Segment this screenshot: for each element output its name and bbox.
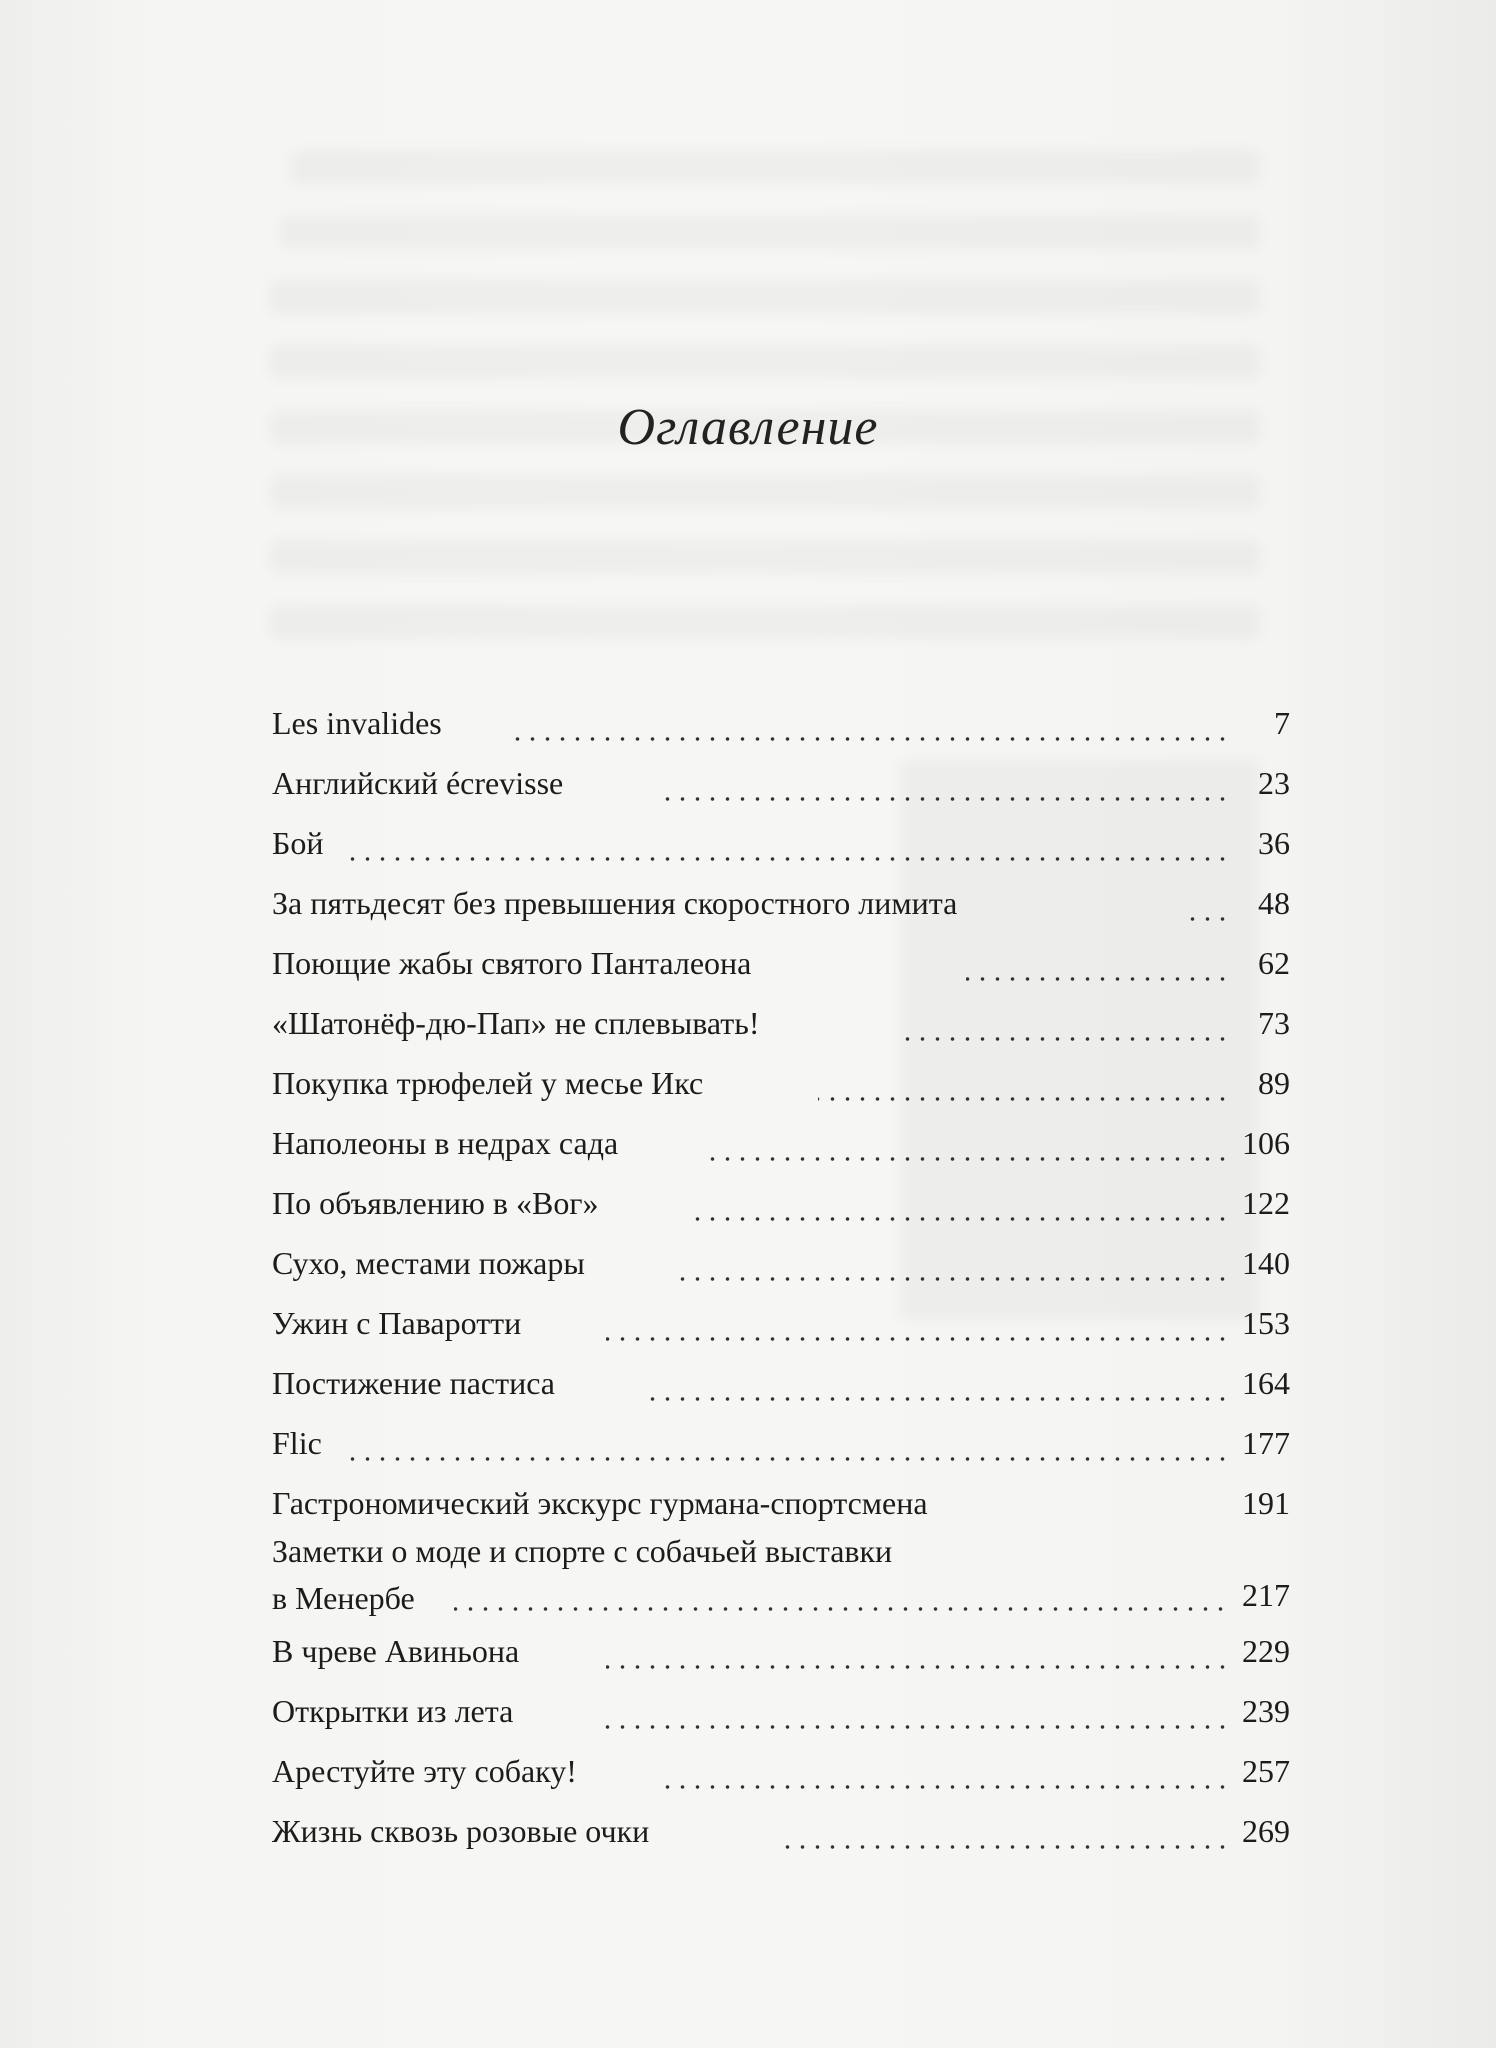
dot-leader <box>454 1607 1228 1611</box>
toc-entry[interactable] <box>272 993 1290 1053</box>
dot-leader <box>670 1277 1230 1281</box>
dot-leader <box>778 1845 1230 1849</box>
toc-entry-page: 164 <box>1242 1365 1290 1401</box>
toc-entry-title: Жизнь сквозь розовые очки <box>272 1813 650 1849</box>
toc-entry[interactable] <box>272 753 1290 813</box>
toc-entry[interactable] <box>272 1621 1290 1681</box>
toc-entry-page: 7 <box>1274 705 1290 741</box>
toc-entry-page: 177 <box>1242 1425 1290 1461</box>
toc-entry-page: 36 <box>1258 825 1290 861</box>
table-of-contents <box>272 693 1290 1861</box>
toc-entry[interactable] <box>272 1741 1290 1801</box>
toc-entry[interactable] <box>272 1353 1290 1413</box>
toc-entry-title: Гастрономический экскурс гурмана-спортсмена <box>272 1485 928 1521</box>
toc-entry[interactable] <box>272 1533 1290 1621</box>
toc-entry-page: 89 <box>1258 1065 1290 1101</box>
toc-entry[interactable] <box>272 1053 1290 1113</box>
toc-entry-page: 106 <box>1242 1125 1290 1161</box>
toc-entry-title: Ужин с Паваротти <box>272 1305 522 1341</box>
dot-leader <box>646 1397 1230 1401</box>
toc-entry-title: Наполеоны в недрах сада <box>272 1125 619 1161</box>
dot-leader <box>658 1785 1230 1789</box>
toc-entry-title: Открытки из лета <box>272 1693 514 1729</box>
toc-entry-page: 269 <box>1242 1813 1290 1849</box>
toc-entry[interactable] <box>272 1473 1290 1533</box>
dot-leader <box>606 1665 1230 1669</box>
toc-entry-page: 217 <box>1242 1577 1290 1613</box>
toc-entry-title: Сухо, местами пожары <box>272 1245 585 1281</box>
toc-entry-page: 23 <box>1258 765 1290 801</box>
dot-leader <box>708 1157 1230 1161</box>
toc-entry-title-line: в Менербе <box>272 1580 415 1616</box>
dot-leader <box>342 1457 1230 1461</box>
toc-entry-title: За пятьдесят без превышения скоростного лимита <box>272 885 958 921</box>
toc-entry-page: 48 <box>1258 885 1290 921</box>
toc-entry-title: Английский écrevisse <box>272 765 564 801</box>
toc-entry[interactable] <box>272 873 1290 933</box>
toc-entry-page: 140 <box>1242 1245 1290 1281</box>
toc-entry-page: 122 <box>1242 1185 1290 1221</box>
toc-entry-title: Поющие жабы святого Панталеона <box>272 945 752 981</box>
toc-entry[interactable] <box>272 1681 1290 1741</box>
dot-leader <box>596 1725 1230 1729</box>
toc-entry-title: По объявлению в «Вог» <box>272 1185 599 1221</box>
toc-entry-page: 73 <box>1258 1005 1290 1041</box>
toc-entry-title: «Шатонёф-дю-Пап» не сплевывать! <box>272 1005 760 1041</box>
dot-leader <box>688 1217 1230 1221</box>
toc-entry[interactable] <box>272 1173 1290 1233</box>
toc-entry-title: Постижение пастиса <box>272 1365 555 1401</box>
dot-leader <box>606 1337 1230 1341</box>
dot-leader <box>966 977 1230 981</box>
toc-entry[interactable] <box>272 1413 1290 1473</box>
dot-leader <box>818 1097 1230 1101</box>
toc-entry[interactable] <box>272 813 1290 873</box>
toc-entry[interactable] <box>272 693 1290 753</box>
toc-entry[interactable] <box>272 1233 1290 1293</box>
toc-entry-page: 229 <box>1242 1633 1290 1669</box>
toc-entry-page: 191 <box>1242 1485 1290 1521</box>
dot-leader <box>348 857 1230 861</box>
toc-entry-title-line: Заметки о моде и спорте с собачьей выставки <box>272 1533 893 1569</box>
toc-entry[interactable] <box>272 933 1290 993</box>
dot-leader <box>1184 917 1230 921</box>
toc-entry-title: Flic <box>272 1425 322 1461</box>
toc-entry-page: 62 <box>1258 945 1290 981</box>
toc-entry-title: Бой <box>272 825 324 861</box>
toc-entry[interactable] <box>272 1113 1290 1173</box>
toc-entry-page: 153 <box>1242 1305 1290 1341</box>
toc-entry-title: Les invalides <box>272 705 442 741</box>
toc-entry-title: Арестуйте эту собаку! <box>272 1753 577 1789</box>
toc-entry[interactable] <box>272 1293 1290 1353</box>
dot-leader <box>898 1037 1230 1041</box>
dot-leader <box>658 797 1230 801</box>
toc-entry[interactable] <box>272 1801 1290 1861</box>
toc-entry-title: В чреве Авиньона <box>272 1633 520 1669</box>
toc-entry-page: 239 <box>1242 1693 1290 1729</box>
toc-entry-title: Покупка трюфелей у месье Икс <box>272 1065 704 1101</box>
page-title: Оглавление <box>617 399 879 456</box>
dot-leader <box>512 737 1230 741</box>
toc-entry-page: 257 <box>1242 1753 1290 1789</box>
